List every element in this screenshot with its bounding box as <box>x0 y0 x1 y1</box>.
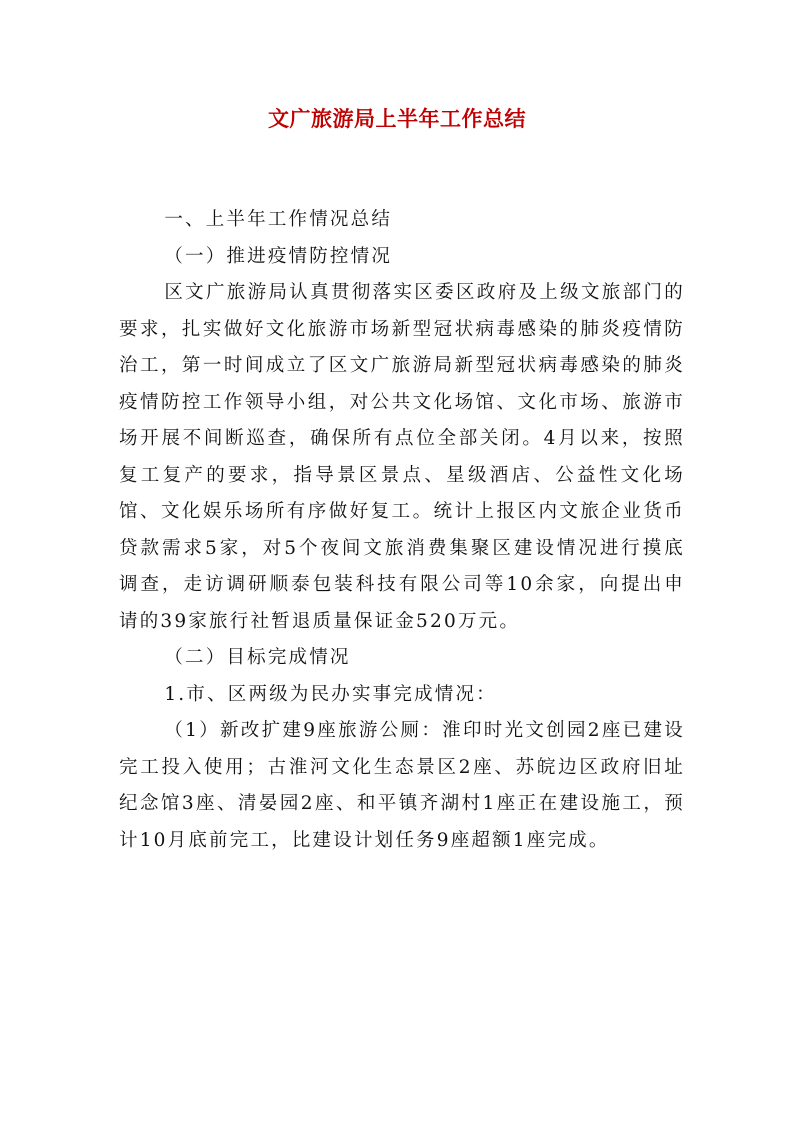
subsection-heading: （二）目标完成情况 <box>164 647 351 668</box>
section-heading: 一、上半年工作情况总结 <box>164 209 393 230</box>
document-title: 文广旅游局上半年工作总结 <box>268 106 526 131</box>
body-paragraph: （1）新改扩建9座旅游公厕：淮印时光文创园2座已建设完工投入使用；古淮河文化生态景区2座、苏皖边区政府旧址纪念馆3座、清晏园2座、和平镇齐湖村1座正在建设施工，预计10月底前完工，比建设计划任务9座超额1座完成。 <box>119 720 685 851</box>
list-heading: 1.市、区两级为民办实事完成情况： <box>164 683 497 705</box>
document-body <box>119 202 685 859</box>
body-paragraph: 区文广旅游局认真贯彻落实区委区政府及上级文旅部门的要求，扎实做好文化旅游市场新型冠状病毒感染的肺炎疫情防治工，第一时间成立了区文广旅游局新型冠状病毒感染的肺炎疫情防控工作领导小组，对公共文化场馆、文化市场、旅游市场开展不间断巡查，确保所有点位全部关闭。4月以来，按照复工复产的要求，指导景区景点、星级酒店、公益性文化场馆、文化娱乐场所有序做好复工。统计上报区内文旅企业货币贷款需求5家，对5个夜间文旅消费集聚区建设情况进行摸底调查，走访调研顺泰包装科技有限公司等10余家，向提出申请的39家旅行社暂退质量保证金520万元。 <box>119 282 685 632</box>
subsection-heading: （一）推进疫情防控情况 <box>164 245 393 267</box>
